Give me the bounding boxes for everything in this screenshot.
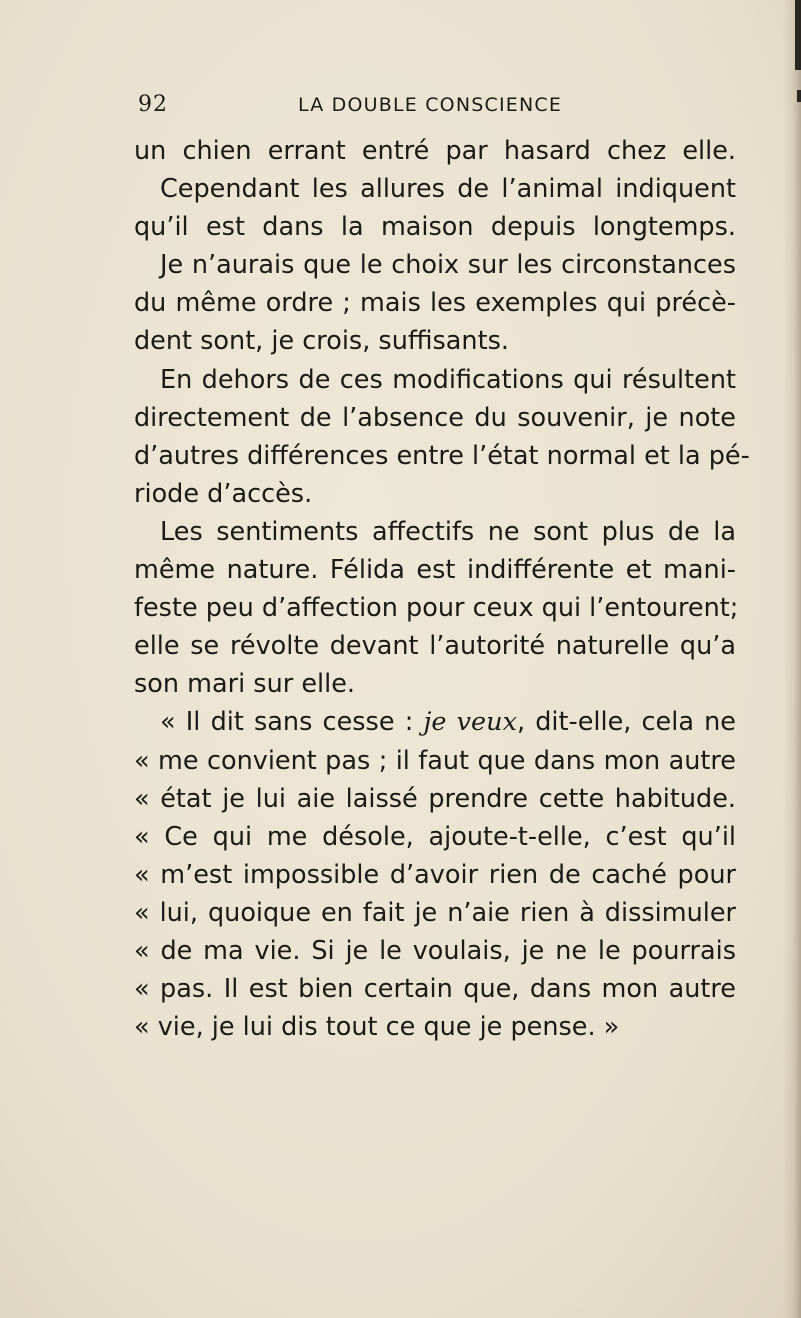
text-line: feste peu d’affection pour ceux qui l’entourent; bbox=[134, 593, 739, 624]
text-line: En dehors de ces modifications qui résultent bbox=[160, 364, 736, 395]
text-line: son mari sur elle. bbox=[134, 669, 355, 700]
text-line: « lui, quoique en fait je n’aie rien à dissimuler bbox=[134, 897, 736, 928]
running-header bbox=[138, 92, 728, 120]
text-line: du même ordre ; mais les exemples qui précè- bbox=[134, 288, 736, 319]
text-line-quote-start bbox=[134, 703, 736, 741]
text-line: un chien errant entré par hasard chez elle. bbox=[134, 136, 736, 166]
text-line: « m’est impossible d’avoir rien de caché pour bbox=[134, 859, 736, 890]
text-line: « de ma vie. Si je le voulais, je ne le pourrais bbox=[134, 935, 736, 966]
text-line: directement de l’absence du souvenir, je note bbox=[134, 402, 736, 433]
text-line: « vie, je lui dis tout ce que je pense. » bbox=[134, 1012, 620, 1043]
text-line: même nature. Félida est indifférente et mani- bbox=[134, 555, 736, 586]
running-title: LA DOUBLE CONSCIENCE bbox=[298, 94, 563, 116]
text-line: Les sentiments affectifs ne sont plus de la bbox=[160, 516, 736, 547]
text-line: « pas. Il est bien certain que, dans mon autre bbox=[134, 974, 736, 1005]
text-line: « Ce qui me désole, ajoute-t-elle, c’est qu’il bbox=[134, 821, 736, 852]
text-line: Je n’aurais que le choix sur les circonstances bbox=[160, 250, 736, 281]
text-line: Cependant les allures de l’animal indiquent bbox=[160, 174, 736, 205]
text-fragment: « Il dit sans cesse : bbox=[160, 707, 424, 738]
page-edge-mark bbox=[797, 90, 801, 102]
body-text bbox=[134, 132, 750, 1046]
text-line: « état je lui aie laissé prendre cette habitude. bbox=[134, 783, 736, 814]
page-edge-mark bbox=[795, 0, 801, 70]
text-line: d’autres différences entre l’état normal et la pé- bbox=[134, 440, 750, 471]
text-fragment: , dit-elle, cela ne bbox=[516, 707, 736, 738]
text-line: dent sont, je crois, suffisants. bbox=[134, 326, 509, 357]
page-edge-shadow bbox=[783, 0, 801, 1318]
italic-phrase: je veux bbox=[423, 707, 517, 738]
text-line: qu’il est dans la maison depuis longtemps. bbox=[134, 212, 736, 243]
text-line: « me convient pas ; il faut que dans mon autre bbox=[134, 745, 736, 776]
text-line: elle se révolte devant l’autorité naturelle qu’a bbox=[134, 631, 736, 662]
text-line: riode d’accès. bbox=[134, 478, 313, 509]
page-number: 92 bbox=[138, 92, 168, 117]
